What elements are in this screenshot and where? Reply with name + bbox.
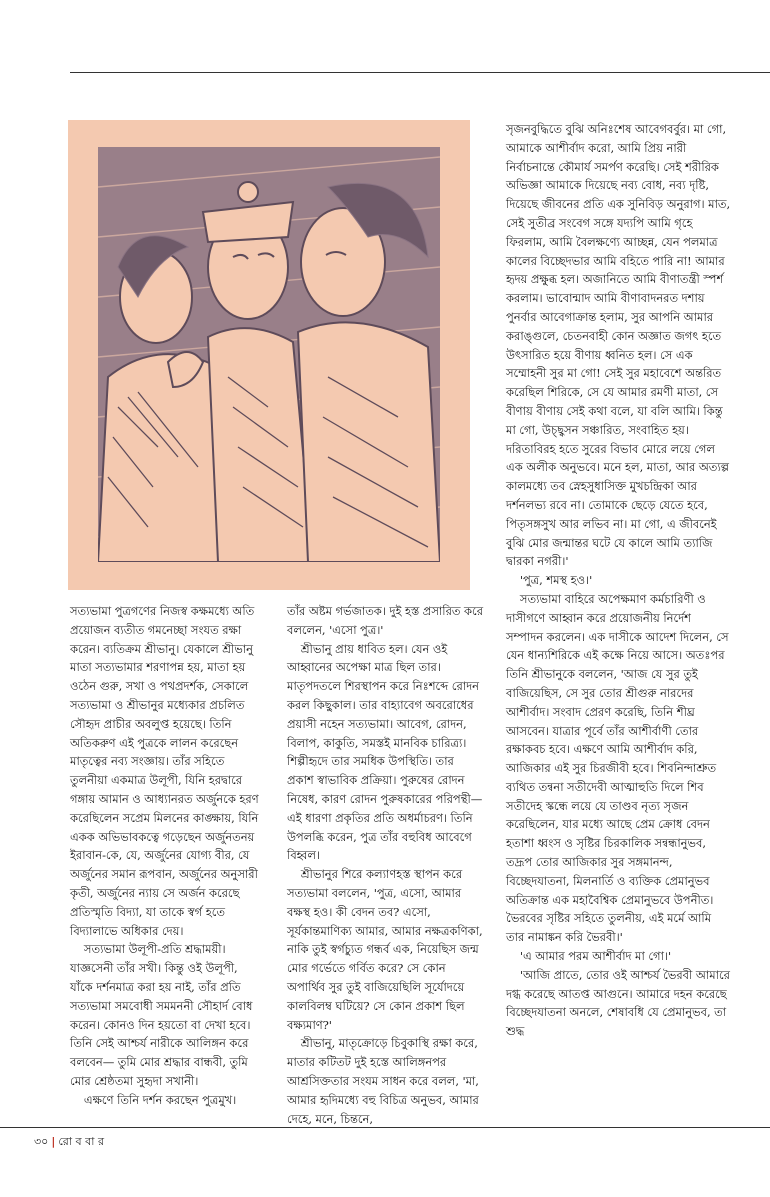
paragraph: সত্যভামা বাহিরে অপেক্ষমাণ কর্মচারিণী ও দাসীগণে আহ্বান করে প্রয়োজনীয় নির্দেশ সম্পাদন করলেন। এক দাসীকে আদেশ দিলেন, সে যেন ধান্যশিরিকে এই কক্ষে নিয়ে আসে। অতঃপর তিনি শ্রীভানুকে বললেন, 'আজ যে সুর তুই বাজিয়েছিস, সে সুর তোর শ্রীগুরু নারদের আশীর্বাদ। সংবাদ প্রেরণ করেছি, তিনি শীঘ্র আসবেন। যাত্রার পূর্বে তাঁর আশীর্বাণী তোর রক্ষাকবচ হবে। এক্ষণে আমি আশীর্বাদ করি, আজিকার এই সুর চিরজীবী হবে। শিবনিন্দাশ্রুত ব্যথিত তন্বনা সতীদেবী আত্মাহুতি দিলে শিব সতীদেহ স্কন্ধে লয়ে যে তাণ্ডব নৃত্য সৃজন করেছিলেন, যার মধ্যে আছে প্রেম ক্রোধ বেদন হতাশা ধ্বংস ও সৃষ্টির চিরকালিক সন্বন্ধানুভব, তদ্রূপ তোর আজিকার সুর সঙ্গমানন্দ, বিচ্ছেদযাতনা, মিলনার্তি ও ব্যক্তিক প্রেমানুভব অতিক্রান্ত এক মহাবৈশ্বিক প্রেমানুভবে উপনীত। ভৈরবের সৃষ্টির সহিতে তুলনীয়, এই মর্মে আমি তার নামাঙ্কন করি ভৈরবী।' (506, 591, 729, 945)
paragraph: 'আজি প্রাতে, তোর ওই আশ্চর্য ভৈরবী আমারে দগ্ধ করেছে আতপ্ত আগুনে। আমারে দহন করেছে বিচ্ছেদযাতনা অনলে, শেষাবধি যে প্রেমানুভব, তা শুদ্ধ (506, 967, 730, 1039)
page-footer (34, 1133, 104, 1152)
section-name: রো ব বা র (58, 1135, 105, 1148)
paragraph: 'পুত্র, শমস্থ হও।' (519, 573, 593, 588)
paragraph: সত্যভামা পুত্রগণের নিজস্ব কক্ষমধ্যে অতি প্রয়োজন ব্যতীত গমনেচ্ছা সংযত রক্ষা করেন। ব্যতিক্রম শ্রীভানু। যেকালে শ্রীভানু মাতা সত্যভামার শরণাপন্ন হয়, মাতা হয় ওঠেন গুরু, সখা ও পথপ্রদর্শক, সেকালে সত্যভামা ও শ্রীভানুর মধ্যেকার প্রচলিত সৌহৃদ প্রাচীর অবলুপ্ত হয়েছে। তিনি অতিকরুণ এই পুত্রকে লালন করেছেন মাতৃত্বের নব্য সংজ্ঞায়। তাঁর সহিতে তুলনীয়া একমাত্র উলূপী, যিনি হরদ্বারে গঙ্গায় আমান ও আধ্যানরত অর্জুনকে হরণ করেছিলেন সপ্রেম মিলনের কাঙ্ক্ষায়, যিনি একক অভিভাবকত্বে গড়েছেন অর্জুনতনয় ইরাবান-কে, যে, অর্জুনের যোগ্য বীর, যে অর্জুনের সমান রূপবান, অর্জুনের অনুসারী কৃতী, অর্জুনের ন্যায় সে অর্জন করেছে প্রতিস্মৃতি বিদ্যা, যা তাকে স্বর্গ হতে বিদ্যালাভে অধিকার দেয়। (70, 604, 259, 938)
paragraph: তাঁর অষ্টম গর্ভজাতক। দুই হস্ত প্রসারিত করে বললেন, 'এসো পুত্র।' (287, 604, 483, 637)
top-rule (70, 72, 770, 73)
text-column-1 (70, 602, 260, 1110)
text-column-2 (287, 602, 483, 1128)
footer-separator: | (51, 1135, 56, 1148)
paragraph: শ্রীভানু, মাতৃক্রোড়ে চিবুকাস্থি রক্ষা করে, মাতার কটিতট দুই হস্তে আলিঙ্গনপর আশ্রসিক্ততার সংযম সাধন করে বলল, 'মা, আমার হৃদিমধ্যে বহু বিচিত্র অনুভব, আমার দেহে, মনে, চিন্তনে, (287, 1036, 479, 1126)
text-column-3 (506, 120, 731, 1041)
illustration-frame (68, 120, 470, 590)
bottom-rule (0, 1127, 770, 1128)
paragraph: 'এ আমার পরম আশীর্বাদ মা গো।' (519, 949, 672, 964)
paragraph: সত্যভামা উলূপী-প্রতি শ্রদ্ধাময়ী। যাজ্ঞসেনী তাঁর সখী। কিন্তু ওই উলূপী, যাঁকে দর্শনমাত্র করা হয় নাই, তাঁর প্রতি সত্যভামা সমবোধী সমমননী সৌহার্দ বোধ করেন। কোনও দিন হয়তো বা দেখা হবে। তিনি সেই আশ্চর্য নারীকে আলিঙ্গন করে বলবেন— তুমি মোর শ্রদ্ধার বান্ধবী, তুমি মোর শ্রেষ্ঠতমা সুহৃদা সখানী। (70, 942, 253, 1088)
paragraph: এক্ষণে তিনি দর্শন করছেন পুত্রমুখ। (83, 1092, 237, 1107)
paragraph: শ্রীভানুর শিরে কল্যাণহস্ত স্থাপন করে সত্যভামা বললেন, 'পুত্র, এসো, আমার বক্ষস্থ হও। কী বেদন তব? এসো, সূর্যকান্তমাণিক্য আমার, আমার নক্ষত্রকণিকা, নাকি তুই স্বর্গচ্যুত গন্ধর্ব এক, নিয়েছিস জন্ম মোর গর্ভেতে গর্বিত করে? সে কোন অপার্থিব সুর তুই বাজিয়েছিলি সূর্যোদয়ে কালবিলম্ব ঘটিয়ে? সে কোন প্রকাশ ছিল বক্ষ্যমাণ?' (287, 867, 483, 1032)
page-number: ৩০ (34, 1135, 49, 1148)
paragraph: সৃজনবুদ্ধিতে বুঝি অনিঃশেষ আবেগবর্বুর। মা গো, আমাকে আশীর্বাদ করো, আমি প্রিয় নারী নির্বাচনান্তে কৌমার্য সমর্পণ করেছি। সেই শরীরিক অভিজ্ঞা আমাকে দিয়েছে নব্য বোধ, নব্য দৃষ্টি, দিয়েছে জীবনের প্রতি এক সুনিবিড় অনুরাগ। মাত, সেই সুতীব্র সংবেগ সঙ্গে যদ্যপি আমি গৃহে ফিরলাম, আমি বৈলক্ষণ্যে আচ্ছন্ন, যেন পলমাত্র কালের বিচ্ছেদভার আমি বহিতে পারি না! আমার হৃদয় প্রক্ষুব্ধ হল। অজানিতে আমি বীণাতন্ত্রী স্পর্শ করলাম। ভাবোন্মাদ আমি বীণাবাদনরত দশায় পুনর্বার আবেগাক্রান্ত হলাম, সুর আপনি আমার করাঙ্গুলে, চেতনবাহী কোন অজ্ঞাত জগৎ হতে উৎসারিত হয়ে বীণায় ধ্বনিত হল। সে এক সম্মোহনী সুর মা গো! সেই সুর মহাবেশে অন্তরিত করেছিল শিরিকে, সে যে আমার রমণী মাতা, সে বীণায় বীণায় সেই কথা বলে, যা বলি আমি। কিন্তু মা গো, উচ্ছ্বসন সঞ্চারিত, সংবাহিত হয়। দরিতাবিরহ হতে সুরের বিভাব মোরে লয়ে গেল এক অলীক অনুভবে। মনে হল, মাতা, আর অত্যল্প কালমধ্যে তব স্নেহসুধাসিক্ত মুখচন্দ্রিকা আর দর্শনলভ্য রবে না। তোমাকে ছেড়ে যেতে হবে, পিতৃসঙ্গসুখ আর লভিব না। মা গো, এ জীবনেই বুঝি মোর জন্মান্তর ঘটে যে কালে আমি ত্যাজি দ্বারকা নগরী।' (506, 122, 731, 569)
three-women-woodcut-illustration (98, 147, 440, 562)
paragraph: শ্রীভানু প্রায় ধাবিত হল। যেন ওই আহ্বানের অপেক্ষা মাত্র ছিল তার। মাতৃপদতলে শিরস্থাপন করে নিঃশব্দে রোদন করল কিছুকাল। তার বাহ্যাবেগ অবরোধের প্রয়াসী নহেন সত্যভামা। আবেগ, রোদন, বিলাপ, কাকুতি, সমস্তই মানবিক চারিত্র্য। শিল্পীহৃদে তার সমধিক উপস্থিতি। তার প্রকাশ স্বাভাবিক প্রক্রিয়া। পুরুষের রোদন নিষেধ, কারণ রোদন পুরুষকারের পরিপন্থী— এই ধারণা প্রকৃতির প্রতি অধর্মাচরণ। তিনি উপলব্ধি করেন, পুত্র তাঁর বহুবিধ আবেগে বিহ্বল। (287, 641, 483, 863)
